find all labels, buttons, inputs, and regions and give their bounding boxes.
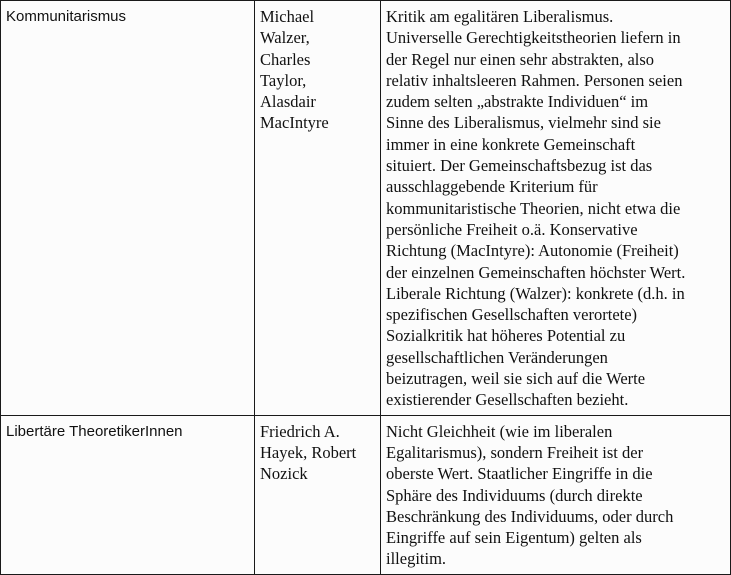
description-line: Sozialkritik hat höheres Potential zu (386, 326, 626, 346)
description-line: illegitim. (386, 549, 447, 569)
description-line: Egalitarismus), sondern Freiheit ist der (386, 442, 644, 462)
description-cell (381, 1, 731, 416)
description-line: persönliche Freiheit o.ä. Konservative (386, 219, 638, 239)
description-line: ausschlaggebende Kriterium für (386, 177, 598, 197)
theory-cell (1, 415, 255, 574)
theory-name: Libertäre TheoretikerInnen (6, 422, 183, 440)
authors-cell (255, 1, 381, 416)
description-line: Liberale Richtung (Walzer): konkrete (d.h. in (386, 283, 685, 303)
description-line: kommunitaristische Theorien, nicht etwa die (386, 198, 681, 218)
description-line: der Regel nur einen sehr abstrakten, also (386, 49, 655, 69)
description-line: beizutragen, weil sie sich auf die Werte (386, 369, 646, 389)
description-line: Universelle Gerechtigkeitstheorien liefern in (386, 28, 681, 48)
description-line: Sinne des Liberalismus, vielmehr sind sie (386, 113, 661, 133)
description-line: existierender Gesellschaften bezieht. (386, 390, 629, 410)
description-line: relativ inhaltsleeren Rahmen. Personen seien (386, 70, 683, 90)
authors-line: Friedrich A. (260, 421, 340, 441)
authors-line: Taylor, (260, 70, 307, 90)
theory-cell (1, 1, 255, 416)
authors-line: Alasdair (260, 92, 316, 112)
table-row (1, 415, 731, 574)
authors-cell (255, 415, 381, 574)
description-line: Sphäre des Individuums (durch direkte (386, 485, 643, 505)
description-line: spezifischen Gesellschaften verortete) (386, 305, 638, 325)
description-line: Kritik am egalitären Liberalismus. (386, 7, 614, 26)
description-line: Richtung (MacIntyre): Autonomie (Freiheit) (386, 241, 679, 261)
description-line: situiert. Der Gemeinschaftsbezug ist das (386, 156, 653, 176)
description-line: immer in eine konkrete Gemeinschaft (386, 134, 636, 154)
description-line: Beschränkung des Individuums, oder durch (386, 506, 674, 526)
theory-name: Kommunitarismus (6, 8, 127, 25)
description-line: gesellschaftlichen Veränderungen (386, 347, 608, 367)
authors-line: Hayek, Robert (260, 442, 357, 462)
authors-line: Walzer, (260, 28, 310, 48)
authors-line: Michael (260, 7, 315, 26)
authors-line: MacIntyre (260, 113, 329, 133)
description-line: Eingriffe auf sein Eigentum) gelten als (386, 528, 642, 548)
table-row (1, 1, 731, 416)
description-line: der einzelnen Gemeinschaften höchster Wert. (386, 262, 686, 282)
description-line: oberste Wert. Staatlicher Eingriffe in die (386, 464, 653, 484)
description-cell (381, 415, 731, 574)
authors-line: Charles (260, 49, 311, 69)
description-line: Nicht Gleichheit (wie im liberalen (386, 421, 613, 441)
description-line: zudem selten „abstrakte Individuen“ im (386, 92, 649, 112)
authors-line: Nozick (260, 464, 308, 484)
